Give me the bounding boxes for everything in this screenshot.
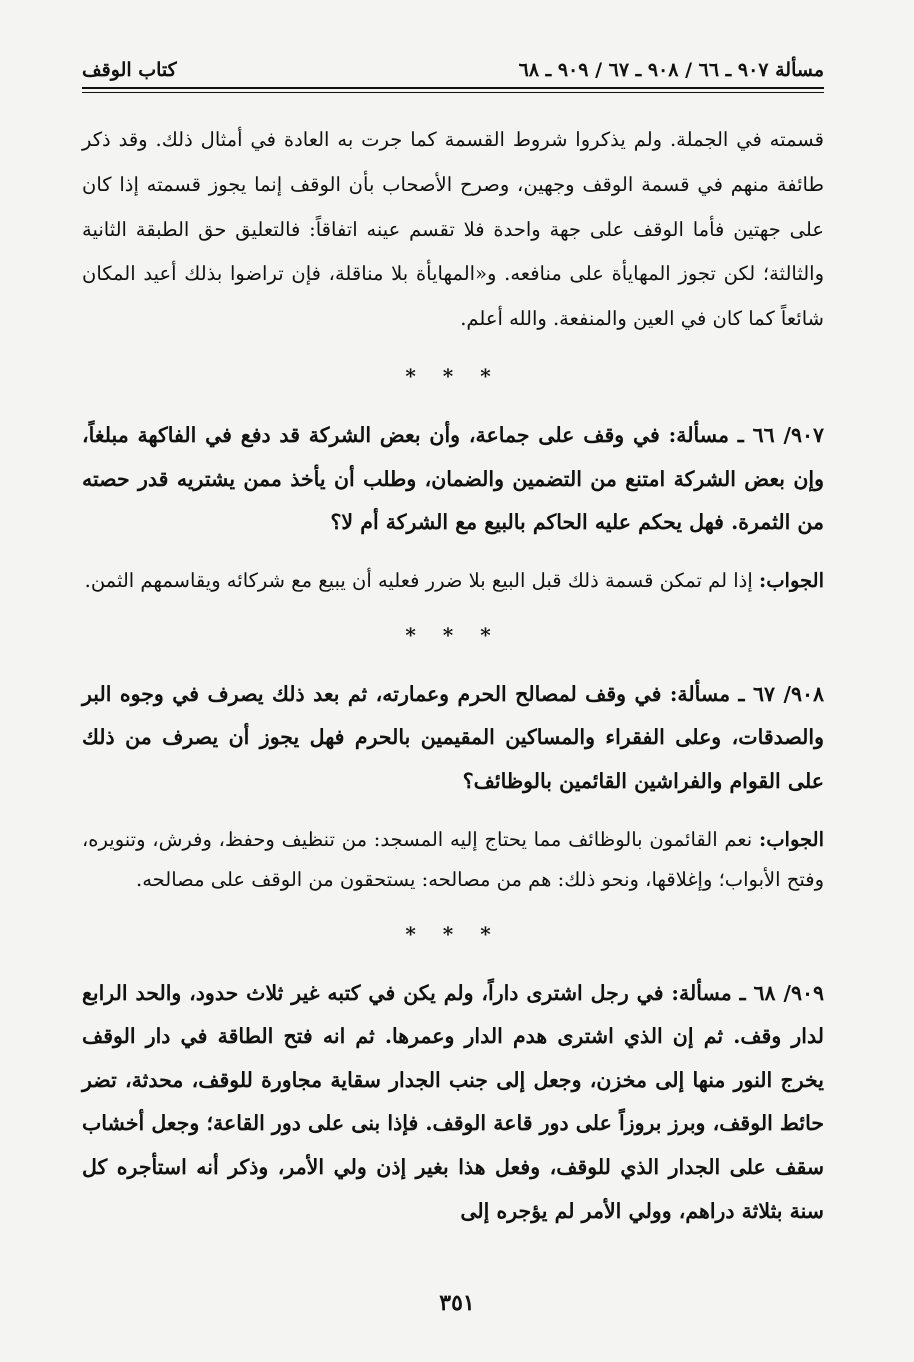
running-header (82, 58, 824, 82)
issue-section (82, 972, 824, 1234)
answer-paragraph (82, 820, 824, 900)
issue-section (82, 414, 824, 601)
issue-section (82, 673, 824, 900)
section-separator: * * * (405, 363, 501, 388)
issue-number: ٩٠٨/ ٦٧ ـ مسألة: (669, 681, 824, 706)
section-separator: * * * (405, 622, 501, 647)
header-book-title: كتاب الوقف (82, 59, 177, 81)
header-issue-numbers: مسألة ٩٠٧ ـ ٦٦ / ٩٠٨ ـ ٦٧ / ٩٠٩ ـ ٦٨ (518, 59, 824, 81)
header-rule-thin (82, 92, 824, 93)
section-separator: * * * (405, 921, 501, 946)
page-number: ٣٥١ (439, 1290, 475, 1316)
issue-number: ٩٠٧/ ٦٦ ـ مسألة: (668, 422, 824, 447)
page-body (82, 118, 824, 1233)
question-text: في وقف لمصالح الحرم وعمارته، ثم بعد ذلك يصرف في وجوه البر والصدقات، وعلى الفقراء والمساكين المقيمين بالحرم فهل يجوز أن يصرف من ذلك على القوام والفراشين القائمين بالوظائف؟ (82, 681, 824, 793)
question-text: في وقف على جماعة، وأن بعض الشركة قد دفع في الفاكهة مبلغاً، وإن بعض الشركة امتنع من التضمين والضمان، وطلب أن يأخذ ممن يشتريه قدر حصته من الثمرة. فهل يحكم عليه الحاكم بالبيع مع الشركة أم لا؟ (82, 422, 824, 535)
question-paragraph (82, 414, 824, 545)
question-paragraph (82, 673, 824, 804)
answer-paragraph (82, 561, 824, 601)
continued-paragraph: قسمته في الجملة. ولم يذكروا شروط القسمة كما جرت به العادة في أمثال ذلك. وقد ذكر طائفة منهم في قسمة الوقف وجهين، وصرح الأصحاب بأن الوقف إنما يجوز قسمته إذا كان على جهتين فأما الوقف على جهة واحدة فلا تقسم عينه اتفاقاً: فالتعليق حق الطبقة الثانية والثالثة؛ لكن تجوز المهايأة على منافعه. و«المهايأة بلا مناقلة، فإن تراضوا بذلك أعيد المكان شائعاً كما كان في العين والمنفعة. والله أعلم. (82, 128, 824, 331)
question-text: في رجل اشترى داراً، ولم يكن في كتبه غير ثلاث حدود، والحد الرابع لدار وقف. ثم إن الذي اشترى هدم الدار وعمرها. ثم انه فتح الطاقة في دار الوقف يخرج النور منها إلى مخزن، وجعل إلى جنب الجدار سقاية مجاورة للوقف، محدثة، تضر حائط الوقف، وبرز بروزاً على دور قاعة الوقف. فإذا بنى على دور القاعة؛ وجعل أخشاب سقف على الجدار الذي للوقف، وفعل هذا بغير إذن ولي الأمر، وذكر أنه استأجره كل سنة بثلاثة دراهم، وولي الأمر لم يؤجره إلى (82, 980, 824, 1223)
header-rule-thick (82, 87, 824, 89)
question-paragraph (82, 972, 824, 1234)
answer-text: إذا لم تمكن قسمة ذلك قبل البيع بلا ضرر فعليه أن يبيع مع شركائه ويقاسمهم الثمن. (84, 568, 753, 592)
issue-number: ٩٠٩/ ٦٨ ـ مسألة: (671, 980, 825, 1005)
answer-label: الجواب: (759, 568, 824, 592)
answer-text: نعم القائمون بالوظائف مما يحتاج إليه المسجد: من تنظيف وحفظ، وفرش، وتنويره، وفتح الأبواب؛ وإغلاقها، ونحو ذلك: هم من مصالحه: يستحقون من الوقف على مصالحه. (82, 827, 824, 891)
answer-label: الجواب: (759, 827, 824, 851)
